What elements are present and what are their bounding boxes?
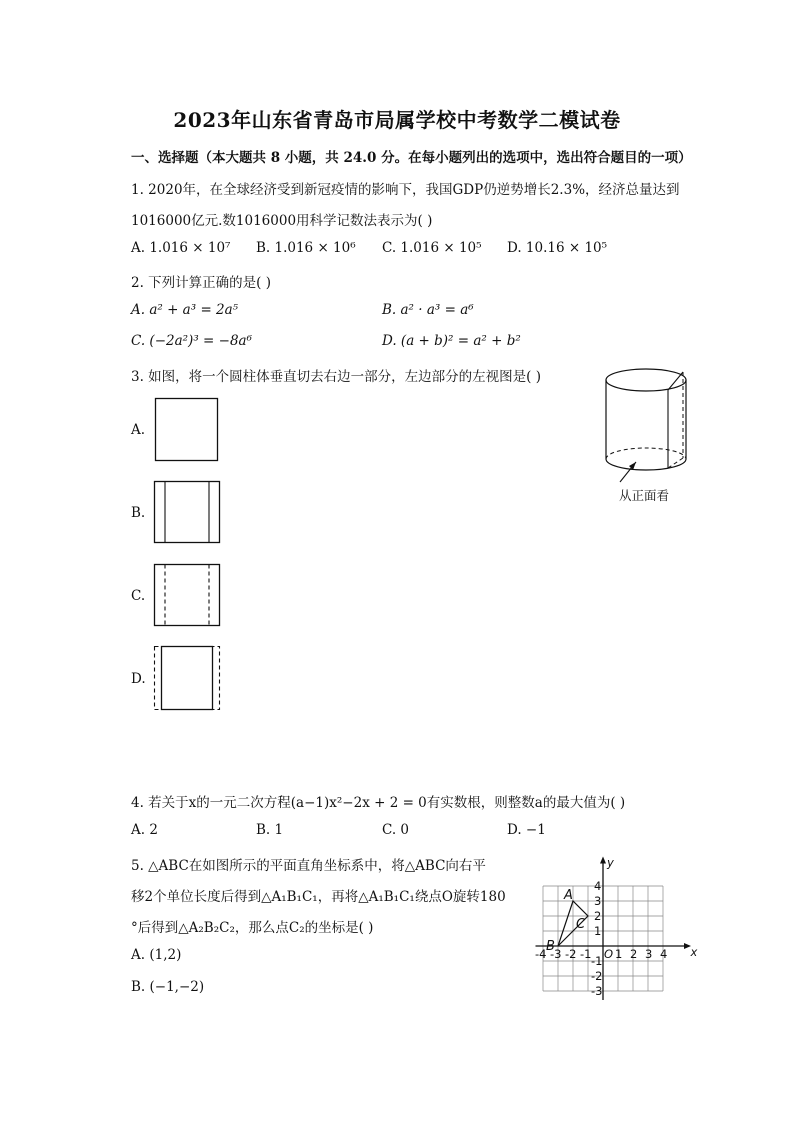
cylinder-figure <box>596 362 700 506</box>
cylinder-caption: 从正面看 <box>619 488 670 503</box>
q3-option-b-label[interactable]: B. <box>131 505 146 521</box>
x-tick-label: 2 <box>630 947 638 961</box>
q5-option-b[interactable]: B. (−1,−2) <box>131 979 205 995</box>
x-tick-label: 3 <box>645 947 653 961</box>
q1-option-d[interactable]: D. 10.16 × 10⁵ <box>507 240 608 256</box>
q4-option-c[interactable]: C. 0 <box>382 822 410 838</box>
q4-option-a[interactable]: A. 2 <box>131 822 158 838</box>
x-axis-label: x <box>690 945 698 959</box>
y-tick-label: 3 <box>594 894 602 908</box>
q5-option-a[interactable]: A. (1,2) <box>131 947 182 963</box>
q1-option-b[interactable]: B. 1.016 × 10⁶ <box>256 240 356 256</box>
q2-option-d[interactable]: D. (a + b)² = a² + b² <box>382 333 521 349</box>
coordinate-grid <box>530 852 698 1012</box>
x-tick-label: O <box>604 947 614 961</box>
x-tick-label: -1 <box>580 947 592 961</box>
x-tick-label: 1 <box>615 947 623 961</box>
y-tick-label: -1 <box>591 954 603 968</box>
q4-option-b[interactable]: B. 1 <box>256 822 284 838</box>
y-tick-label: 2 <box>594 909 602 923</box>
q5-stem-line2: 移2个单位长度后得到△A₁B₁C₁，再将△A₁B₁C₁绕点O旋转180 <box>131 889 506 905</box>
q3-option-b-figure[interactable] <box>150 477 226 547</box>
q2-option-a[interactable]: A. a² + a³ = 2a⁵ <box>131 302 239 318</box>
q3-option-d-label[interactable]: D. <box>131 671 146 687</box>
q2-option-c[interactable]: C. (−2a²)³ = −8a⁶ <box>131 333 252 349</box>
x-tick-label: 4 <box>660 947 668 961</box>
q1-option-c[interactable]: C. 1.016 × 10⁵ <box>382 240 482 256</box>
vertex-label-b: B <box>546 939 555 954</box>
x-tick-label: -2 <box>565 947 577 961</box>
vertex-label-c: C <box>576 917 586 932</box>
q1-stem-line2: 1016000亿元.数1016000用科学记数法表示为( ) <box>131 213 433 229</box>
q5-stem-line1: 5. △ABC在如图所示的平面直角坐标系中，将△ABC向右平 <box>131 858 486 874</box>
q3-option-a-figure[interactable] <box>150 394 224 464</box>
q3-option-d-figure[interactable] <box>150 642 226 714</box>
x-tick-label: -3 <box>550 947 562 961</box>
y-tick-label: 1 <box>594 924 602 938</box>
y-tick-label: 4 <box>594 879 602 893</box>
page-title: 2023年山东省青岛市局属学校中考数学二模试卷 <box>173 108 621 132</box>
q4-option-d[interactable]: D. −1 <box>507 822 546 838</box>
x-tick-label: -4 <box>535 947 547 961</box>
q2-option-b[interactable]: B. a² · a³ = a⁶ <box>382 302 474 318</box>
q3-stem: 3. 如图，将一个圆柱体垂直切去右边一部分，左边部分的左视图是( ) <box>131 369 541 385</box>
y-axis-arrow <box>600 857 606 864</box>
y-axis-label: y <box>607 855 614 870</box>
q1-stem-line1: 1. 2020年，在全球经济受到新冠疫情的影响下，我国GDP仍逆势增长2.3%，经济总量达到 <box>131 182 680 198</box>
q3-option-a-label[interactable]: A. <box>131 422 146 438</box>
q2-stem: 2. 下列计算正确的是( ) <box>131 275 271 291</box>
y-tick-label: -2 <box>591 969 603 983</box>
q3-option-c-label[interactable]: C. <box>131 588 146 604</box>
section-heading: 一、选择题（本大题共 8 小题，共 24.0 分。在每小题列出的选项中，选出符合题目的一项） <box>131 150 692 166</box>
q1-option-a[interactable]: A. 1.016 × 10⁷ <box>131 240 231 256</box>
q3-option-c-figure[interactable] <box>150 560 226 630</box>
q4-stem: 4. 若关于x的一元二次方程(a−1)x²−2x + 2 = 0有实数根，则整数a的最大值为( ) <box>131 795 626 811</box>
vertex-label-a: A <box>564 888 573 903</box>
q5-stem-line3: °后得到△A₂B₂C₂，那么点C₂的坐标是( ) <box>131 920 374 936</box>
y-tick-label: -3 <box>591 984 603 998</box>
